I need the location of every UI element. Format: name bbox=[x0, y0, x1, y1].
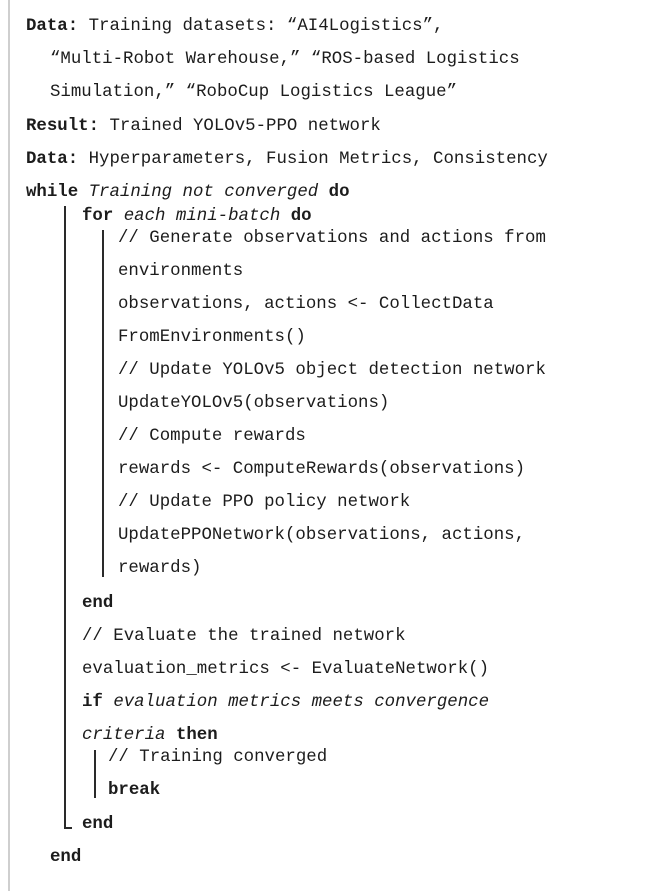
break-keyword: break bbox=[108, 781, 161, 800]
end-if-keyword: end bbox=[82, 815, 114, 834]
data-datasets-line-3: Simulation,” “RoboCup Logistics League” bbox=[50, 83, 458, 102]
result-keyword: Result: bbox=[26, 117, 100, 136]
data-hyperparams-text: Hyperparameters, Fusion Metrics, Consistency bbox=[88, 150, 548, 169]
evaluate-network-statement: evaluation_metrics <- EvaluateNetwork() bbox=[82, 660, 490, 679]
result-text: Trained YOLOv5-PPO network bbox=[109, 117, 381, 136]
data-keyword: Data: bbox=[26, 17, 79, 36]
while-do-keyword: do bbox=[328, 183, 350, 202]
left-border-rule bbox=[8, 0, 10, 891]
comment-update-ppo: // Update PPO policy network bbox=[118, 493, 411, 512]
collect-data-statement: observations, actions <- CollectData bbox=[118, 295, 494, 314]
then-keyword: then bbox=[175, 726, 218, 745]
while-keyword: while bbox=[26, 183, 79, 202]
comment-training-converged: // Training converged bbox=[108, 748, 328, 767]
data-datasets-line-2: “Multi-Robot Warehouse,” “ROS-based Logistics bbox=[50, 50, 520, 69]
comment-generate-observations-cont: environments bbox=[118, 262, 244, 281]
while-block-tick bbox=[64, 827, 72, 829]
if-block-bar bbox=[94, 750, 96, 798]
for-condition: each mini-batch bbox=[123, 207, 281, 226]
while-line bbox=[26, 183, 350, 203]
for-do-keyword: do bbox=[290, 207, 312, 226]
while-condition: Training not converged bbox=[88, 183, 319, 202]
end-while-keyword: end bbox=[50, 848, 82, 867]
update-yolov5-statement: UpdateYOLOv5(observations) bbox=[118, 394, 390, 413]
data-hyperparams-line bbox=[26, 150, 548, 170]
update-ppo-statement: UpdatePPONetwork(observations, actions, bbox=[118, 526, 526, 545]
comment-generate-observations: // Generate observations and actions from bbox=[118, 229, 546, 248]
if-keyword: if bbox=[82, 693, 103, 712]
for-keyword: for bbox=[82, 207, 114, 226]
comment-evaluate-network: // Evaluate the trained network bbox=[82, 627, 406, 646]
comment-compute-rewards: // Compute rewards bbox=[118, 427, 306, 446]
end-for-keyword: end bbox=[82, 594, 114, 613]
comment-update-yolov5: // Update YOLOv5 object detection network bbox=[118, 361, 546, 380]
for-block-bar bbox=[102, 230, 104, 577]
collect-data-statement-cont: FromEnvironments() bbox=[118, 328, 306, 347]
result-line bbox=[26, 117, 381, 137]
if-condition: evaluation metrics meets convergence bbox=[113, 693, 490, 712]
if-line bbox=[82, 693, 489, 713]
data-datasets-text: Training datasets: “AI4Logistics”, bbox=[88, 17, 444, 36]
data-datasets-line-1 bbox=[26, 17, 443, 37]
for-line bbox=[82, 207, 312, 227]
if-condition-cont: criteria bbox=[82, 726, 166, 745]
compute-rewards-statement: rewards <- ComputeRewards(observations) bbox=[118, 460, 526, 479]
data-keyword-2: Data: bbox=[26, 150, 79, 169]
update-ppo-statement-cont: rewards) bbox=[118, 559, 202, 578]
while-block-bar bbox=[64, 206, 66, 828]
if-line-cont bbox=[82, 726, 218, 746]
